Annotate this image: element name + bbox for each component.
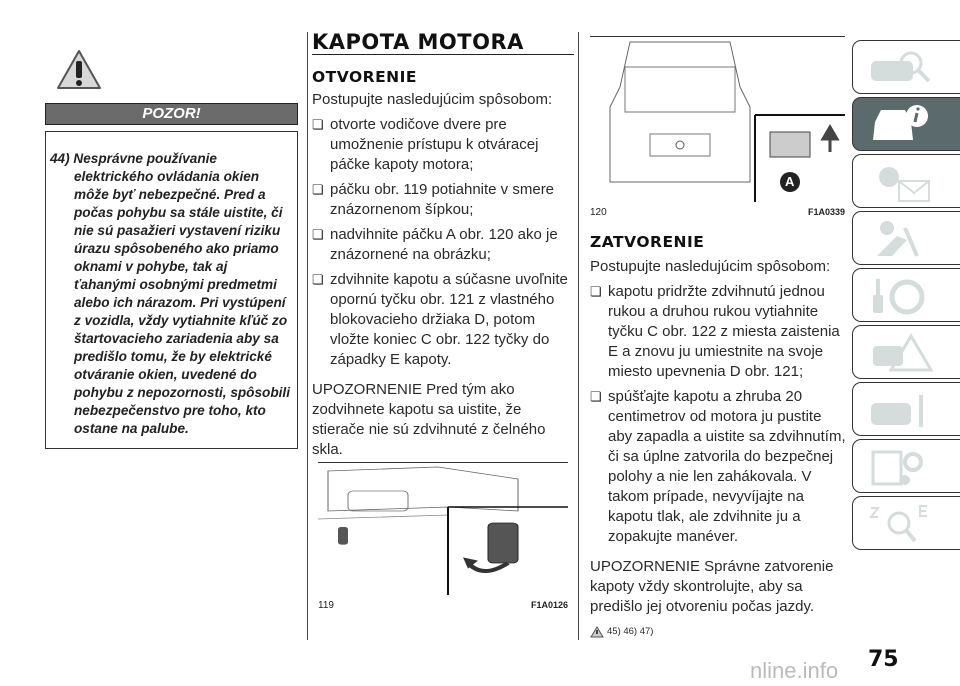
hood-release-lever-illustration xyxy=(318,463,568,595)
list-item: ❏ otvorte vodičove dvere pre umožnenie prístupu k otváracej páčke kapoty motora; xyxy=(312,115,574,175)
closing-note: UPOZORNENIE Správne zatvorenie kapoty vždy skontrolujte, aby sa predišlo jej otvoreniu počas jazdy. xyxy=(590,558,834,615)
airbag-seat-icon xyxy=(867,218,937,260)
tab-car-search[interactable] xyxy=(852,40,960,94)
list-item: ❏ kapotu pridržte zdvihnutú jednou rukou a druhou rukou vytiahnite tyčku C obr. 122 z miesta zaistenia E a znovu ju umiestnite na svoje miesto upevnenia D obr. 121; xyxy=(590,282,848,382)
figure-120 xyxy=(590,36,845,218)
tab-specs[interactable] xyxy=(852,439,960,493)
figure-119 xyxy=(318,462,568,612)
warning-box xyxy=(45,131,298,449)
watermark: nline.info xyxy=(750,658,839,683)
figure-label-a: A xyxy=(785,174,795,189)
car-info-icon xyxy=(867,104,937,146)
tab-key-steering[interactable] xyxy=(852,268,960,322)
warning-triangle-icon xyxy=(55,48,103,92)
tab-car-info[interactable] xyxy=(852,97,960,151)
closing-section xyxy=(590,232,848,642)
column-divider xyxy=(578,32,579,640)
list-item: ❏ nadvihnite páčku A obr. 120 ako je znázornené na obrázku; xyxy=(312,225,574,265)
column-divider xyxy=(307,32,308,640)
car-service-icon xyxy=(867,389,937,431)
list-item: ❏ zdvihnite kapotu a súčasne uvoľnite opornú tyčku obr. 121 z vlastného blokovacieho držiaka D, potom vložte koniec C obr. 122 tyčky do západky E kapoty. xyxy=(312,270,574,370)
specs-icon xyxy=(867,446,937,488)
van-hood-latch-illustration xyxy=(590,37,845,202)
opening-note: UPOZORNENIE Pred tým ako zodvihnete kapotu sa uistite, že stierače nie sú zdvihnuté z čelného skla. xyxy=(312,381,546,458)
list-item: ❏ spúšťajte kapotu a zhruba 20 centimetrov od motora ju pustite aby zapadla a uistite sa zdvihnutím, či sa úplne zatvorila do bezpečnej polohy a nie len zahákovala. V takom prípade, nevyvíjajte na kapotu tlak, ale zdvihnite ju a zopakujte manéver. xyxy=(590,387,848,547)
figure-number: 119 xyxy=(318,600,334,611)
figure-code: F1A0339 xyxy=(807,207,845,217)
car-search-icon xyxy=(867,47,937,89)
closing-intro: Postupujte nasledujúcim spôsobom: xyxy=(590,258,831,275)
tab-car-service[interactable] xyxy=(852,382,960,436)
figure-caption xyxy=(318,600,568,611)
tab-index[interactable] xyxy=(852,496,960,550)
figure-number: 120 xyxy=(590,207,607,218)
warning-title: POZOR! xyxy=(45,103,298,125)
tab-airbag-seat[interactable] xyxy=(852,211,960,265)
warning-small-icon xyxy=(590,626,604,638)
tab-emergency[interactable] xyxy=(852,325,960,379)
index-icon xyxy=(867,503,937,545)
warning-refs xyxy=(590,622,848,642)
tab-warning-lights[interactable] xyxy=(852,154,960,208)
section-title: KAPOTA MOTORA xyxy=(312,32,574,55)
figure-caption xyxy=(590,207,845,218)
opening-heading: OTVORENIE xyxy=(312,68,418,86)
page-number: 75 xyxy=(868,647,899,672)
closing-heading: ZATVORENIE xyxy=(590,233,705,251)
key-steering-icon xyxy=(867,275,937,317)
refs-text: 45) 46) 47) xyxy=(607,626,654,637)
warning-lights-icon xyxy=(867,161,937,203)
emergency-icon xyxy=(867,332,937,374)
opening-intro: Postupujte nasledujúcim spôsobom: xyxy=(312,91,553,108)
figure-code: F1A0126 xyxy=(530,600,568,610)
opening-section xyxy=(312,32,574,460)
warning-text: 44) Nesprávne používanie elektrického ovládania okien môže byť nebezpečné. Pred a počas pohybu sa stále uistite, či nie sú pasažieri vystavení riziku úrazu spôsobeného ako priamo oknami v pohybe, tak aj ťahanými osobnými predmetmi alebo ich nárazom. Pri vystúpení z vozidla, vždy vytiahnite kľúč zo štartovacieho zariadenia aby sa predišlo tomu, že by elektrické otváranie okien, uvedené do pohybu z nepozornosti, spôsobili nebezpečenstvo pre toho, kto ostane na palube. xyxy=(50,151,290,436)
list-item: ❏ páčku obr. 119 potiahnite v smere znázornenom šípkou; xyxy=(312,180,574,220)
